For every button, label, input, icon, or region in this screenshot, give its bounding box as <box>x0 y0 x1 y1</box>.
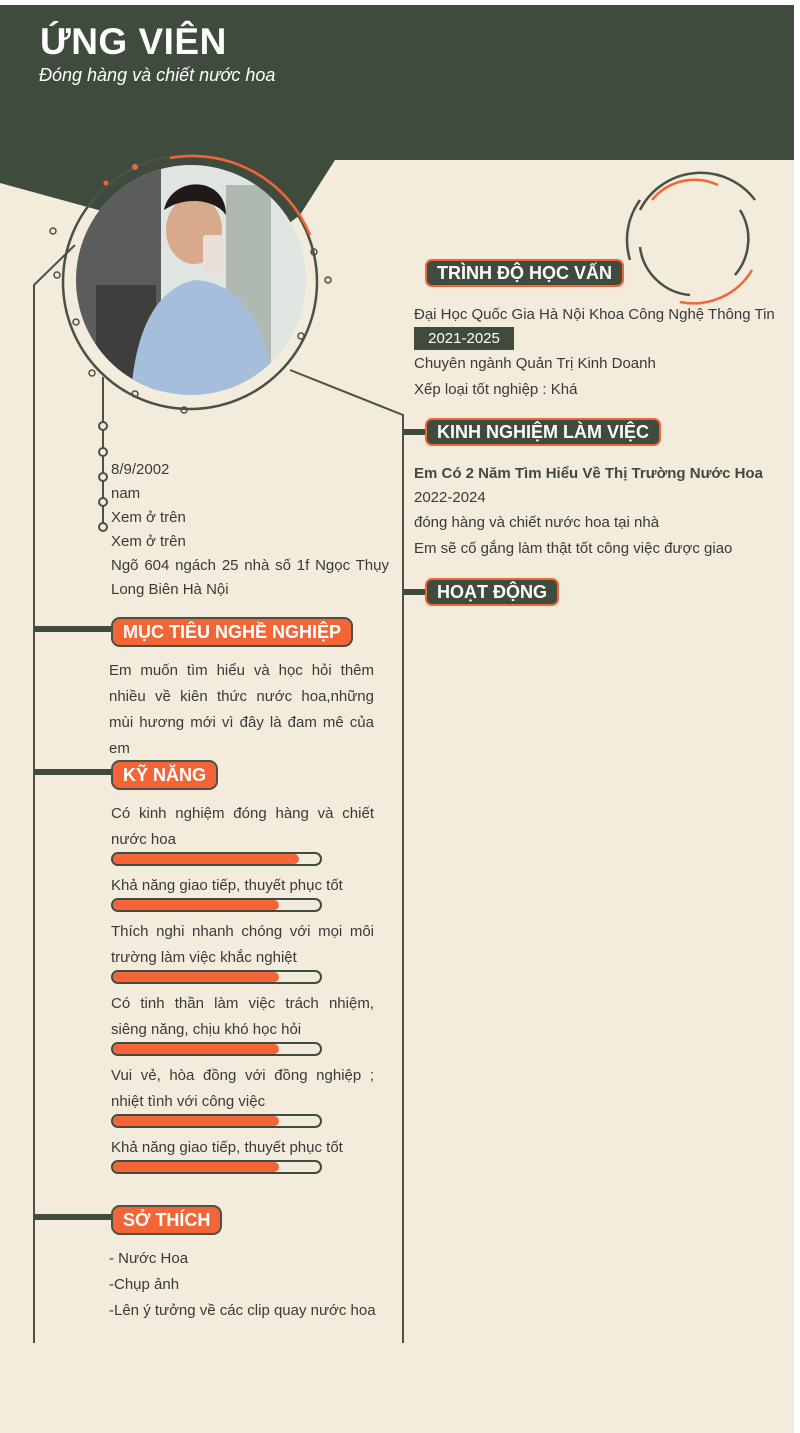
skill-bar <box>111 1114 322 1128</box>
education-heading: TRÌNH ĐỘ HỌC VẤN <box>425 259 624 287</box>
phone-info: Xem ở trên <box>111 509 186 526</box>
skills-heading: KỸ NĂNG <box>111 760 218 790</box>
cv-page <box>0 5 794 1433</box>
hobbies-heading: SỞ THÍCH <box>111 1205 222 1235</box>
skill-bar-fill <box>113 972 279 982</box>
skill-bar-fill <box>113 1116 279 1126</box>
skill-bar <box>111 1160 322 1174</box>
email-info: Xem ở trên <box>111 533 186 550</box>
experience-detail: đóng hàng và chiết nước hoa tại nhà <box>414 514 660 531</box>
experience-heading: KINH NGHIỆM LÀM VIỆC <box>425 418 661 446</box>
skill-label: Thích nghi nhanh chóng với mọi môi trường làm việc khắc nghiệt <box>111 923 374 966</box>
hobby-item: -Chụp ảnh <box>109 1276 180 1293</box>
hobby-item: -Lên ý tưởng về các clip quay nước hoa <box>109 1302 376 1319</box>
objective-heading: MỤC TIÊU NGHỀ NGHIỆP <box>111 617 353 647</box>
skill-label: Có tinh thần làm việc trách nhiệm, siêng năng, chịu khó học hỏi <box>111 995 374 1038</box>
education-major: Chuyên ngành Quản Trị Kinh Doanh <box>414 355 656 372</box>
skill-label: Khả năng giao tiếp, thuyết phục tốt <box>111 877 343 894</box>
skill-bar-fill <box>113 1162 279 1172</box>
hobby-item: - Nước Hoa <box>109 1250 189 1267</box>
skill-label: Vui vẻ, hòa đồng với đồng nghiệp ; nhiệt tình với công việc <box>111 1067 374 1110</box>
education-years: 2021-2025 <box>414 327 514 350</box>
experience-note: Em sẽ cố gắng làm thật tốt công việc được giao <box>414 540 733 557</box>
skill-bar <box>111 898 322 912</box>
experience-period: 2022-2024 <box>414 489 486 506</box>
skill-bar <box>111 970 322 984</box>
skill-bar-fill <box>113 854 299 864</box>
activities-heading: HOẠT ĐỘNG <box>425 578 559 606</box>
skill-label: Có kinh nghiệm đóng hàng và chiết nước hoa <box>111 805 374 848</box>
skill-bar-fill <box>113 1044 279 1054</box>
experience-title: Em Có 2 Năm Tìm Hiểu Về Thị Trường Nước Hoa <box>414 465 763 482</box>
candidate-name: ỨNG VIÊN <box>40 21 227 62</box>
skill-bar <box>111 852 322 866</box>
address: Ngõ 604 ngách 25 nhà số 1f Ngọc Thụy Long Biên Hà Nội <box>111 557 389 598</box>
education-grade: Xếp loại tốt nghiệp : Khá <box>414 381 578 398</box>
skill-bar-fill <box>113 900 279 910</box>
skill-label: Khả năng giao tiếp, thuyết phục tốt <box>111 1139 343 1156</box>
gender: nam <box>111 485 141 502</box>
job-title: Đóng hàng và chiết nước hoa <box>39 65 276 85</box>
education-school: Đại Học Quốc Gia Hà Nội Khoa Công Nghệ Thông Tin <box>414 306 775 323</box>
skill-bar <box>111 1042 322 1056</box>
objective-text: Em muốn tìm hiểu và học hỏi thêm nhiều về kiên thức nước hoa,những mùi hương mới vì đây là đam mê của em <box>109 662 374 757</box>
profile-photo <box>76 165 306 395</box>
birth-date: 8/9/2002 <box>111 461 170 478</box>
